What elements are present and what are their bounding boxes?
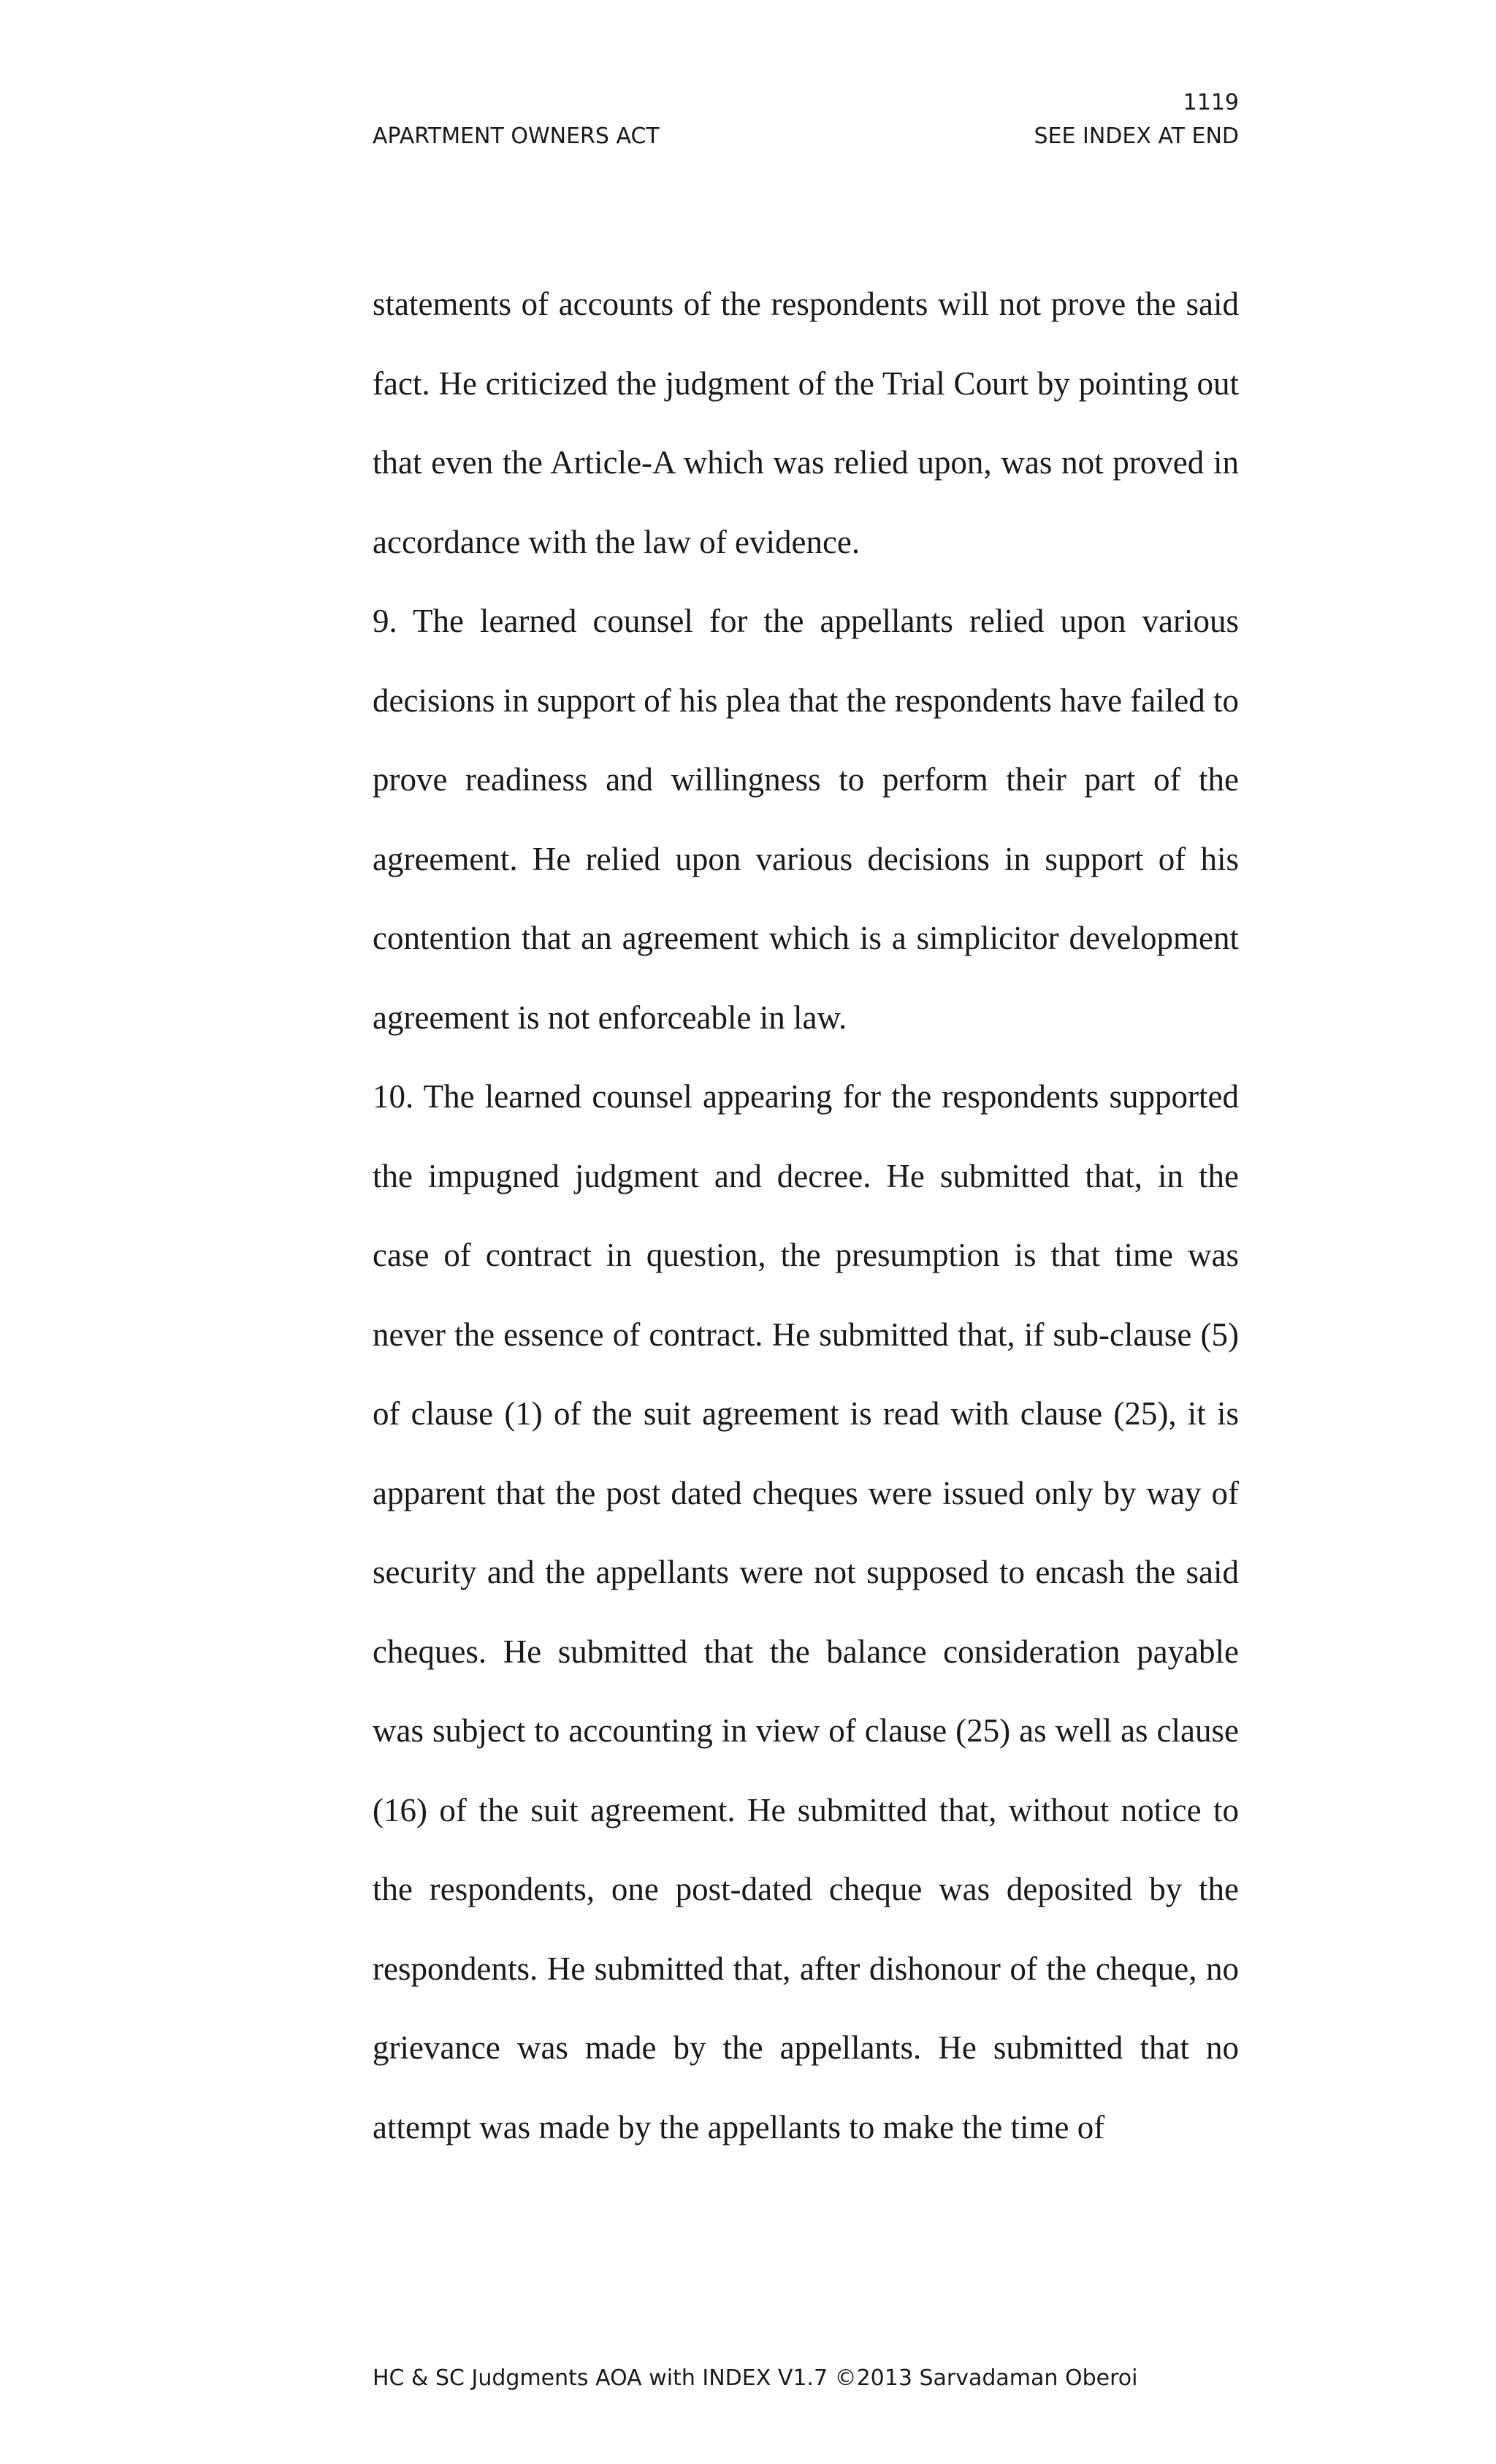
body-text [373, 264, 1239, 2167]
paragraph: statements of accounts of the respondents will not prove the said fact. He criticized the judgment of the Trial Court by pointing out that even the Article-A which was relied upon, was not proved in accordance with the law of evidence. [373, 286, 1239, 560]
paragraph: 10. The learned counsel appearing for the respondents supported the impugned judgment and decree. He submitted that, in the case of contract in question, the presumption is that time was never the essence of contract. He submitted that, if sub-clause (5) of clause (1) of the suit agreement is read with clause (25), it is apparent that the post dated cheques were issued only by way of security and the appellants were not supposed to encash the said cheques. He submitted that the balance consideration payable was subject to accounting in view of clause (25) as well as clause (16) of the suit agreement. He submitted that, without notice to the respondents, one post-dated cheque was deposited by the respondents. He submitted that, after dishonour of the cheque, no grievance was made by the appellants. He submitted that no attempt was made by the appellants to make the time of [373, 1078, 1239, 2145]
running-title-left: APARTMENT OWNERS ACT [373, 123, 660, 149]
footer-copyright: HC & SC Judgments AOA with INDEX V1.7 ©2013 Sarvadaman Oberoi [373, 2365, 1138, 2391]
running-title-right: SEE INDEX AT END [1034, 123, 1239, 149]
paragraph: 9. The learned counsel for the appellants relied upon various decisions in support of his plea that the respondents have failed to prove readiness and willingness to perform their part of the agreement. He relied upon various decisions in support of his contention that an agreement which is a simplicitor development agreement is not enforceable in law. [373, 603, 1239, 1036]
page-number: 1119 [1183, 90, 1239, 115]
